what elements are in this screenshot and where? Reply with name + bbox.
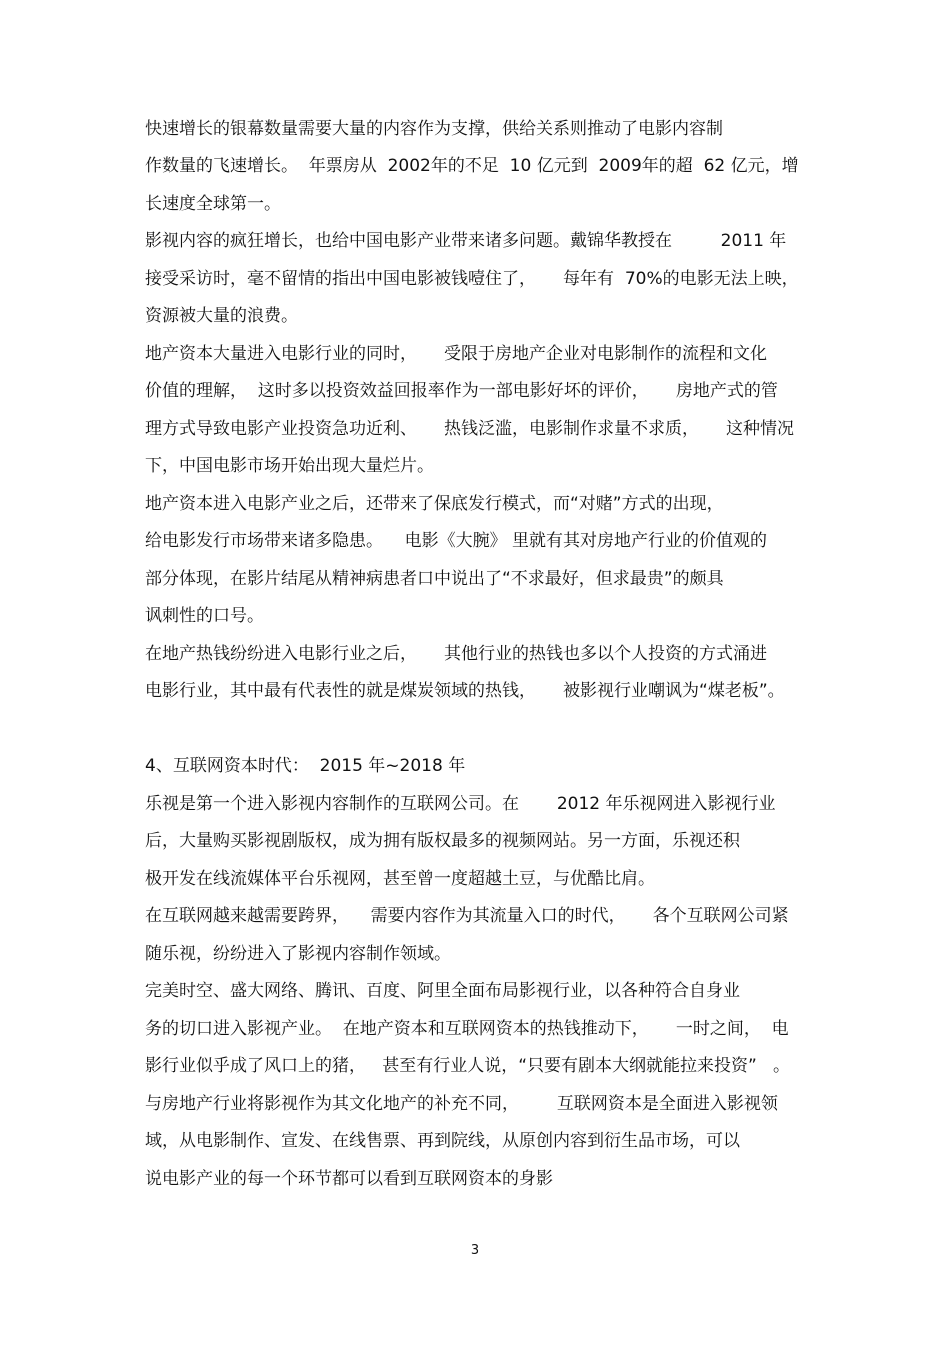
text-line: 务的切口进入影视产业。 在地产资本和互联网资本的热钱推动下， 一时之间， 电 <box>145 1019 789 1039</box>
text-line: 影行业似乎成了风口上的猪， 甚至有行业人说，“只要有剧本大纲就能拉来投资” 。 <box>145 1056 791 1076</box>
section-heading: 4、互联网资本时代： 2015 年~2018 年 <box>145 756 466 776</box>
text-line: 讽刺性的口号。 <box>145 606 264 626</box>
text-line: 理方式导致电影产业投资急功近利、 热钱泛滥，电影制作求量不求质， 这种情况 <box>145 419 795 439</box>
text-line: 随乐视，纷纷进入了影视内容制作领域。 <box>145 944 451 964</box>
text-line: 极开发在线流媒体平台乐视网，甚至曾一度超越土豆，与优酷比肩。 <box>145 869 655 889</box>
text-line: 接受采访时，毫不留情的指出中国电影被钱噎住了， 每年有 70%的电影无法上映， <box>145 269 799 289</box>
text-line: 地产资本进入电影产业之后，还带来了保底发行模式，而“对赌”方式的出现， <box>145 494 724 514</box>
text-line: 电影行业，其中最有代表性的就是煤炭领域的热钱， 被影视行业嘲讽为“煤老板”。 <box>145 681 785 701</box>
text-line: 乐视是第一个进入影视内容制作的互联网公司。在 2012 年乐视网进入影视行业 <box>145 794 776 814</box>
text-line: 地产资本大量进入电影行业的同时， 受限于房地产企业对电影制作的流程和文化 <box>145 344 768 364</box>
text-line: 在地产热钱纷纷进入电影行业之后， 其他行业的热钱也多以个人投资的方式涌进 <box>145 644 768 664</box>
text-line: 给电影发行市场带来诸多隐患。 电影《大腕》 里就有其对房地产行业的价值观的 <box>145 531 768 551</box>
text-line: 说电影产业的每一个环节都可以看到互联网资本的身影 <box>145 1169 553 1189</box>
text-line: 在互联网越来越需要跨界， 需要内容作为其流量入口的时代， 各个互联网公司紧 <box>145 906 789 926</box>
text-line: 下，中国电影市场开始出现大量烂片。 <box>145 456 434 476</box>
text-line: 资源被大量的浪费。 <box>145 306 298 326</box>
page-number: 3 <box>470 1243 480 1258</box>
text-line: 与房地产行业将影视作为其文化地产的补充不同， 互联网资本是全面进入影视领 <box>145 1094 778 1114</box>
text-line: 长速度全球第一。 <box>145 194 281 214</box>
text-line: 影视内容的疯狂增长，也给中国电影产业带来诸多问题。戴锦华教授在 2011 年 <box>145 231 787 251</box>
text-line: 后，大量购买影视剧版权，成为拥有版权最多的视频网站。另一方面，乐视还积 <box>145 831 740 851</box>
text-line: 价值的理解， 这时多以投资效益回报率作为一部电影好坏的评价， 房地产式的管 <box>145 381 778 401</box>
text-line: 作数量的飞速增长。 年票房从 2002年的不足 10 亿元到 2009年的超 62 亿元，增 <box>145 156 799 176</box>
text-line: 域，从电影制作、宣发、在线售票、再到院线，从原创内容到衍生品市场，可以 <box>145 1131 740 1151</box>
text-line: 完美时空、盛大网络、腾讯、百度、阿里全面布局影视行业，以各种符合自身业 <box>145 981 740 1001</box>
text-line: 部分体现，在影片结尾从精神病患者口中说出了“不求最好，但求最贵”的颇具 <box>145 569 724 589</box>
text-line: 快速增长的银幕数量需要大量的内容作为支撑，供给关系则推动了电影内容制 <box>145 119 723 139</box>
